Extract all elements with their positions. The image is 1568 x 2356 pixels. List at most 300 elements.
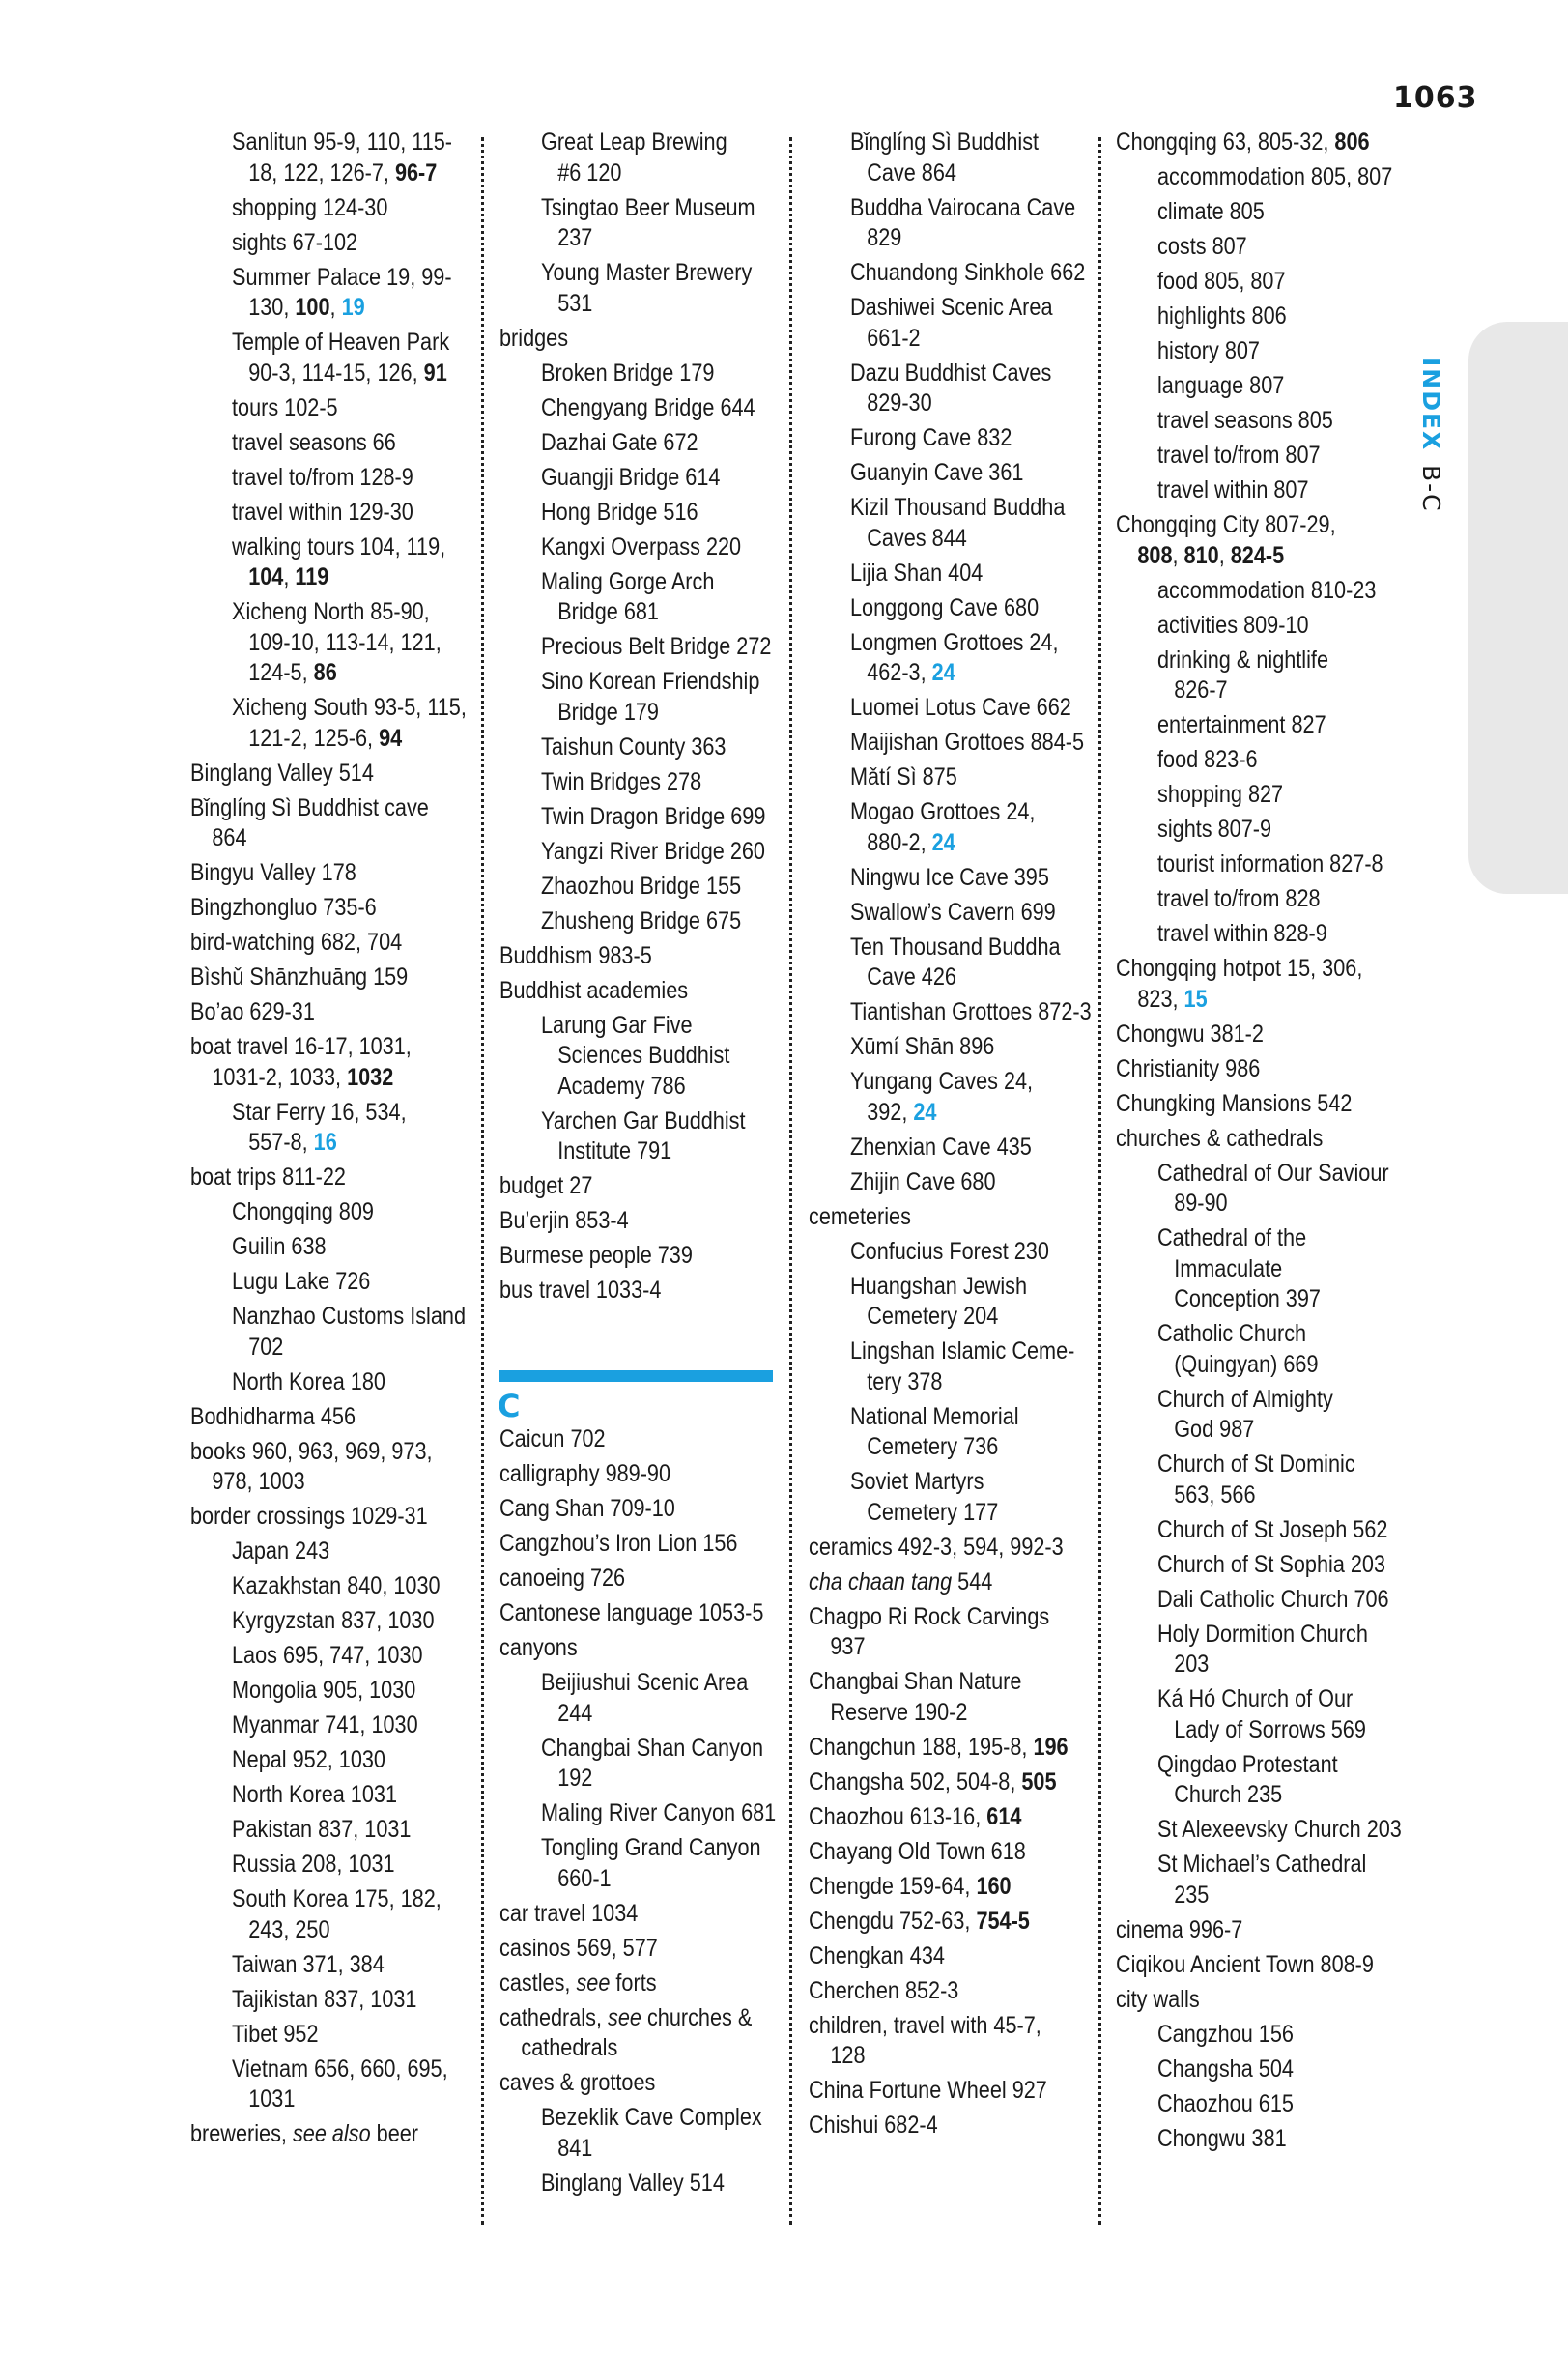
- index-text: tours 102-5: [232, 393, 338, 421]
- index-text: Burmese people 739: [499, 1242, 693, 1269]
- side-tab-label: [1417, 358, 1445, 513]
- index-line: [499, 1764, 776, 1795]
- index-text: Tajikistan 837, 1031: [232, 1985, 417, 2013]
- index-text: travel to/from 828: [1157, 885, 1321, 912]
- index-subentry: [190, 1985, 467, 2016]
- index-text: tery 378: [867, 1367, 943, 1395]
- index-subentry: [499, 1106, 771, 1167]
- page-ref-map: 104: [248, 563, 284, 590]
- index-line: [190, 193, 467, 224]
- index-text: 1031-2, 1033,: [212, 1063, 348, 1091]
- index-line: [809, 863, 1092, 894]
- index-line: [499, 1459, 776, 1490]
- letter-section-bar: [499, 1370, 773, 1382]
- index-line: [1116, 1515, 1402, 1546]
- index-line: [190, 2084, 467, 2115]
- index-text: Chongwu 381: [1157, 2124, 1287, 2152]
- index-text: Cantonese language 1053-5: [499, 1599, 764, 1626]
- index-line: [499, 532, 771, 563]
- index-text: Cang Shan 709-10: [499, 1495, 675, 1522]
- page-ref-photo: 16: [313, 1129, 337, 1156]
- index-line: [809, 1837, 1092, 1868]
- index-subentry: [499, 498, 771, 529]
- index-line: [809, 2076, 1092, 2107]
- index-line: [1116, 541, 1402, 572]
- index-text: walking tours 104, 119,: [232, 532, 446, 560]
- index-line: [809, 293, 1092, 324]
- index-text: Bingyu Valley 178: [190, 859, 356, 886]
- index-entry: [190, 928, 467, 959]
- index-entry: [190, 1032, 467, 1093]
- index-subentry: [1116, 576, 1402, 607]
- index-text: Myanmar 741, 1030: [232, 1711, 418, 1738]
- index-line: [809, 1498, 1092, 1529]
- index-text: Guilin 638: [232, 1233, 327, 1260]
- index-subentry: [809, 293, 1092, 354]
- index-subentry: [1116, 232, 1402, 263]
- index-text: travel to/from 807: [1157, 442, 1321, 469]
- index-line: [1116, 815, 1402, 846]
- index-subentry: [190, 1815, 467, 1846]
- index-text: caves & grottoes: [499, 2069, 656, 2096]
- index-text: Institute 791: [557, 1137, 672, 1164]
- index-line: [1116, 1715, 1402, 1746]
- index-line: [190, 1985, 467, 2016]
- index-line: [1116, 1750, 1402, 1781]
- index-line: [499, 698, 771, 729]
- index-text: God 987: [1174, 1416, 1255, 1443]
- index-entry: [809, 1533, 1092, 1564]
- index-line: [1116, 1089, 1402, 1120]
- index-text: 192: [557, 1765, 593, 1792]
- index-subentry: [499, 428, 771, 459]
- index-subentry: [190, 193, 467, 224]
- index-text: Bridge 681: [557, 598, 659, 625]
- index-text: casinos 569, 577: [499, 1934, 658, 1962]
- index-entry: [499, 1598, 776, 1629]
- index-line: [499, 1171, 771, 1202]
- index-line: [809, 1667, 1092, 1698]
- index-line: [1116, 646, 1402, 676]
- index-text: Bezeklik Cave Complex: [541, 2104, 762, 2131]
- index-text: castles,: [499, 1968, 577, 1997]
- index-line: [1116, 267, 1402, 298]
- page-ref-map: 614: [986, 1802, 1022, 1830]
- index-line: [1116, 510, 1402, 541]
- index-text: (Quingyan) 669: [1174, 1350, 1319, 1378]
- index-subentry: [1116, 1585, 1402, 1616]
- index-text: Broken Bridge 179: [541, 359, 715, 387]
- index-text: Cathedral of Our Saviour: [1157, 1159, 1389, 1187]
- index-subentry: [1116, 336, 1402, 367]
- index-line: [190, 498, 467, 529]
- index-line: [1116, 985, 1402, 1016]
- column-divider: [1098, 137, 1101, 2225]
- index-text: Sciences Buddhist: [557, 1042, 730, 1069]
- index-line: [809, 1237, 1092, 1268]
- index-line: [809, 1767, 1092, 1798]
- index-subentry: [809, 258, 1092, 289]
- index-text: Dali Catholic Church 706: [1157, 1585, 1389, 1613]
- index-entry: [499, 1241, 771, 1272]
- index-line: [809, 1302, 1092, 1333]
- index-text: Huangshan Jewish: [850, 1272, 1028, 1300]
- index-subentry: [1116, 197, 1402, 228]
- page-ref-map: 505: [1021, 1767, 1057, 1796]
- index-text: Chishui 682-4: [809, 2112, 938, 2139]
- index-text: Bǐnglíng Sì Buddhist cave: [190, 793, 429, 821]
- page-ref-map: 94: [379, 724, 403, 752]
- index-line: [190, 759, 467, 790]
- index-line: [190, 393, 467, 424]
- index-subentry: [1116, 1223, 1402, 1315]
- index-column-3: [809, 128, 1092, 2145]
- index-text: Larung Gar Five: [541, 1011, 693, 1039]
- index-line: [190, 1502, 467, 1533]
- index-text: Mogao Grottoes 24,: [850, 798, 1036, 825]
- index-subentry: [809, 1032, 1092, 1063]
- index-text: Sanlitun 95-9, 110, 115-: [232, 129, 453, 156]
- index-text: Zhaozhou Bridge 155: [541, 872, 742, 900]
- index-text: Immaculate: [1174, 1254, 1283, 1282]
- index-subentry: [1116, 919, 1402, 950]
- index-subentry: [190, 1780, 467, 1811]
- index-line: [499, 632, 771, 663]
- index-entry: [499, 1276, 771, 1307]
- index-text: Catholic Church: [1157, 1320, 1307, 1347]
- index-line: [809, 458, 1092, 489]
- index-text: Dashiwei Scenic Area: [850, 294, 1053, 321]
- index-text: North Korea 1031: [232, 1781, 398, 1808]
- index-line: [1116, 2020, 1402, 2051]
- index-line: [809, 963, 1092, 993]
- index-text: 937: [830, 1633, 866, 1660]
- index-line: [499, 193, 771, 224]
- index-line: [1116, 745, 1402, 776]
- index-entry: [499, 2003, 776, 2064]
- index-text: Ten Thousand Buddha: [850, 933, 1061, 961]
- index-text: Cherchen 852-3: [809, 1976, 959, 2004]
- index-text: ,: [1172, 541, 1184, 569]
- index-line: [1116, 849, 1402, 880]
- index-line: [190, 532, 467, 563]
- index-line: [499, 1699, 776, 1730]
- index-text: Temple of Heaven Park: [232, 329, 450, 356]
- index-text: South Korea 175, 182,: [232, 1885, 442, 1912]
- index-line: [1116, 1550, 1402, 1581]
- cross-ref: cha chaan tang: [809, 1567, 953, 1595]
- index-subentry: [809, 1402, 1092, 1463]
- index-subentry: [1116, 2020, 1402, 2051]
- index-line: [190, 263, 467, 294]
- index-subentry: [1116, 441, 1402, 472]
- index-text: 702: [248, 1333, 284, 1361]
- index-text: China Fortune Wheel 927: [809, 2077, 1047, 2104]
- index-text: Cave 864: [867, 158, 956, 187]
- index-line: [190, 1537, 467, 1567]
- index-entry: [809, 1976, 1092, 2007]
- index-text: breweries,: [190, 2120, 293, 2147]
- page-ref-map: 806: [1334, 129, 1370, 156]
- index-line: [1116, 1881, 1402, 1911]
- index-line: [190, 1467, 467, 1498]
- index-line: [1116, 475, 1402, 506]
- index-line: [499, 2068, 776, 2099]
- index-text: bus travel 1033-4: [499, 1277, 662, 1304]
- index-text: highlights 806: [1157, 302, 1287, 330]
- index-text: National Memorial: [850, 1402, 1019, 1430]
- index-subentry: [809, 1467, 1092, 1528]
- index-text: 121-2, 125-6,: [248, 724, 380, 752]
- index-subentry: [499, 567, 771, 628]
- index-subentry: [809, 1336, 1092, 1397]
- index-subentry: [499, 1798, 776, 1829]
- index-entry: [499, 324, 771, 355]
- index-subentry: [190, 228, 467, 259]
- index-line: [809, 1133, 1092, 1164]
- index-text: Laos 695, 747, 1030: [232, 1642, 423, 1669]
- index-line: [1116, 162, 1402, 193]
- index-text: Chagpo Ri Rock Carvings: [809, 1602, 1050, 1630]
- index-text: 392,: [867, 1098, 914, 1126]
- index-entry: [499, 976, 771, 1007]
- index-line: [809, 223, 1092, 254]
- index-line: [1116, 675, 1402, 706]
- index-line: [1116, 2089, 1402, 2120]
- index-text: language 807: [1157, 372, 1285, 399]
- index-subentry: [1116, 2089, 1402, 2120]
- index-text: Guanyin Cave 361: [850, 459, 1024, 486]
- index-text: 826-7: [1174, 676, 1228, 704]
- index-text: 243, 250: [248, 1915, 330, 1943]
- page-ref-photo: 24: [931, 659, 955, 686]
- index-subentry: [499, 733, 771, 763]
- index-line: [809, 2041, 1092, 2072]
- index-text: Nepal 952, 1030: [232, 1746, 385, 1773]
- index-text: Lady of Sorrows 569: [1174, 1715, 1366, 1743]
- index-line: [809, 658, 1092, 689]
- index-subentry: [1116, 710, 1402, 741]
- index-line: [809, 1733, 1092, 1764]
- index-line: [1116, 954, 1402, 985]
- index-text: 544: [952, 1567, 993, 1595]
- index-subentry: [1116, 2124, 1402, 2155]
- index-line: [809, 128, 1092, 158]
- index-text: 128: [830, 2042, 866, 2069]
- index-text: 203: [1174, 1651, 1210, 1678]
- index-line: [499, 1798, 776, 1829]
- index-entry: [190, 2119, 467, 2150]
- index-text: Tsingtao Beer Museum: [541, 193, 755, 221]
- index-text: Qingdao Protestant: [1157, 1750, 1338, 1778]
- index-subentry: [190, 328, 467, 388]
- index-line: [1116, 302, 1402, 332]
- index-text: 880-2,: [867, 828, 932, 856]
- index-line: [809, 1402, 1092, 1433]
- index-subentry: [499, 767, 771, 798]
- index-text: 1031: [248, 2085, 296, 2112]
- index-text: cathedrals,: [499, 2003, 608, 2031]
- index-entry: [190, 1502, 467, 1533]
- index-subentry: [1116, 646, 1402, 706]
- index-text: Great Leap Brewing: [541, 129, 727, 156]
- index-text: Chengde 159-64,: [809, 1872, 977, 1900]
- index-line: [499, 1833, 776, 1864]
- index-line: [499, 393, 771, 424]
- index-line: [190, 293, 467, 324]
- index-text: ,: [1218, 541, 1231, 569]
- index-subentry: [1116, 302, 1402, 332]
- index-line: [499, 258, 771, 289]
- index-subentry: [190, 463, 467, 494]
- index-line: [190, 893, 467, 924]
- index-line: [809, 423, 1092, 454]
- index-line: [809, 728, 1092, 759]
- index-subentry: [1116, 1319, 1402, 1380]
- index-subentry: [499, 258, 771, 319]
- index-text: Cemetery 736: [867, 1433, 999, 1460]
- index-subentry: [809, 997, 1092, 1028]
- index-line: [190, 1676, 467, 1707]
- index-text: Guangji Bridge 614: [541, 463, 721, 491]
- index-text: Precious Belt Bridge 272: [541, 633, 772, 660]
- index-entry: [1116, 954, 1402, 1015]
- index-entry: [1116, 1020, 1402, 1050]
- index-subentry: [809, 423, 1092, 454]
- index-subentry: [499, 359, 771, 389]
- index-text: Soviet Martyrs: [850, 1468, 984, 1495]
- page-ref-photo: 15: [1183, 985, 1208, 1013]
- index-text: 462-3,: [867, 659, 932, 686]
- index-text: North Korea 180: [232, 1367, 385, 1395]
- index-subentry: [809, 797, 1092, 858]
- index-line: [1116, 1480, 1402, 1511]
- index-text: Hong Bridge 516: [541, 498, 698, 526]
- index-text: Kyrgyzstan 837, 1030: [232, 1607, 435, 1634]
- index-subentry: [1116, 1684, 1402, 1745]
- index-text: Holy Dormition Church: [1157, 1620, 1368, 1648]
- index-line: [190, 963, 467, 993]
- index-text: 130,: [248, 294, 296, 321]
- index-text: Lijia Shan 404: [850, 559, 984, 587]
- index-text: Bìshǔ Shānzhuāng 159: [190, 963, 409, 991]
- index-subentry: [499, 906, 771, 937]
- page-ref-map: 824-5: [1230, 541, 1285, 569]
- index-entry: [499, 1934, 776, 1965]
- index-subentry: [809, 693, 1092, 724]
- index-text: Mǎtí Sì 875: [850, 763, 957, 790]
- index-subentry: [499, 193, 771, 254]
- index-text: churches &: [641, 2003, 753, 2031]
- index-text: 89-90: [1174, 1190, 1228, 1217]
- index-line: [1116, 780, 1402, 811]
- index-subentry: [190, 532, 467, 593]
- index-text: 237: [557, 224, 593, 251]
- index-subentry: [190, 128, 467, 188]
- index-text: Young Master Brewery: [541, 259, 753, 286]
- index-line: [190, 158, 467, 189]
- index-text: Chengdu 752-63,: [809, 1907, 977, 1935]
- index-text: Buddhist academies: [499, 976, 689, 1004]
- index-subentry: [1116, 611, 1402, 642]
- index-text: Church of St Dominic: [1157, 1451, 1355, 1478]
- index-line: [190, 1128, 467, 1159]
- index-line: [809, 1802, 1092, 1833]
- index-text: Yarchen Gar Buddhist: [541, 1106, 746, 1135]
- index-text: Kizil Thousand Buddha: [850, 494, 1066, 521]
- index-line: [190, 658, 467, 689]
- index-line: [499, 1206, 771, 1237]
- index-subentry: [190, 1710, 467, 1741]
- index-text: Nanzhao Customs Island: [232, 1303, 467, 1330]
- index-subentry: [809, 863, 1092, 894]
- index-text: Luomei Lotus Cave 662: [850, 694, 1071, 721]
- page-ref-photo: 19: [341, 294, 365, 321]
- index-text: Tibet 952: [232, 2020, 319, 2048]
- index-text: Sino Korean Friendship: [541, 668, 760, 695]
- index-subentry: [809, 898, 1092, 929]
- index-text: Chongqing 809: [232, 1198, 374, 1225]
- index-subentry: [809, 1272, 1092, 1333]
- index-subentry: [809, 1237, 1092, 1268]
- index-text: Twin Bridges 278: [541, 767, 702, 795]
- index-line: [499, 1106, 771, 1137]
- index-line: [809, 1336, 1092, 1367]
- index-line: [1116, 1350, 1402, 1381]
- index-text: ,: [329, 294, 342, 321]
- index-line: [1116, 1650, 1402, 1681]
- index-line: [809, 493, 1092, 524]
- index-text: Church of St Sophia 203: [1157, 1550, 1386, 1578]
- index-line: [499, 906, 771, 937]
- page-ref-map: 160: [976, 1872, 1012, 1900]
- index-line: [190, 1950, 467, 1981]
- index-line: [190, 1815, 467, 1846]
- index-line: [190, 1606, 467, 1637]
- index-line: [499, 1041, 771, 1072]
- index-subentry: [809, 933, 1092, 993]
- letter-heading-c: C: [498, 1388, 521, 1424]
- index-entry: [1116, 1089, 1402, 1120]
- index-entry: [809, 1202, 1092, 1233]
- index-line: [190, 1571, 467, 1602]
- index-text: bridges: [499, 324, 569, 352]
- index-text: 235: [1174, 1881, 1210, 1909]
- index-text: books 960, 963, 969, 973,: [190, 1437, 433, 1465]
- index-line: [499, 802, 771, 833]
- index-text: Chayang Old Town 618: [809, 1837, 1026, 1865]
- index-subentry: [1116, 1385, 1402, 1446]
- index-line: [499, 1011, 771, 1042]
- index-subentry: [190, 1537, 467, 1567]
- index-entry: [190, 858, 467, 889]
- index-text: Xūmí Shān 896: [850, 1033, 995, 1060]
- index-line: [499, 1276, 771, 1307]
- index-text: Chongwu 381-2: [1116, 1020, 1264, 1048]
- index-subentry: [499, 532, 771, 563]
- index-line: [499, 2169, 776, 2199]
- index-text: Swallow’s Cavern 699: [850, 898, 1056, 926]
- index-subentry: [809, 1167, 1092, 1198]
- index-subentry: [499, 802, 771, 833]
- index-line: [809, 524, 1092, 555]
- index-column-1: [190, 128, 467, 2154]
- index-line: [499, 223, 771, 254]
- index-line: [1116, 884, 1402, 915]
- page-ref-map: 86: [313, 659, 337, 686]
- index-line: [809, 898, 1092, 929]
- index-text: Yangzi River Bridge 260: [541, 837, 765, 865]
